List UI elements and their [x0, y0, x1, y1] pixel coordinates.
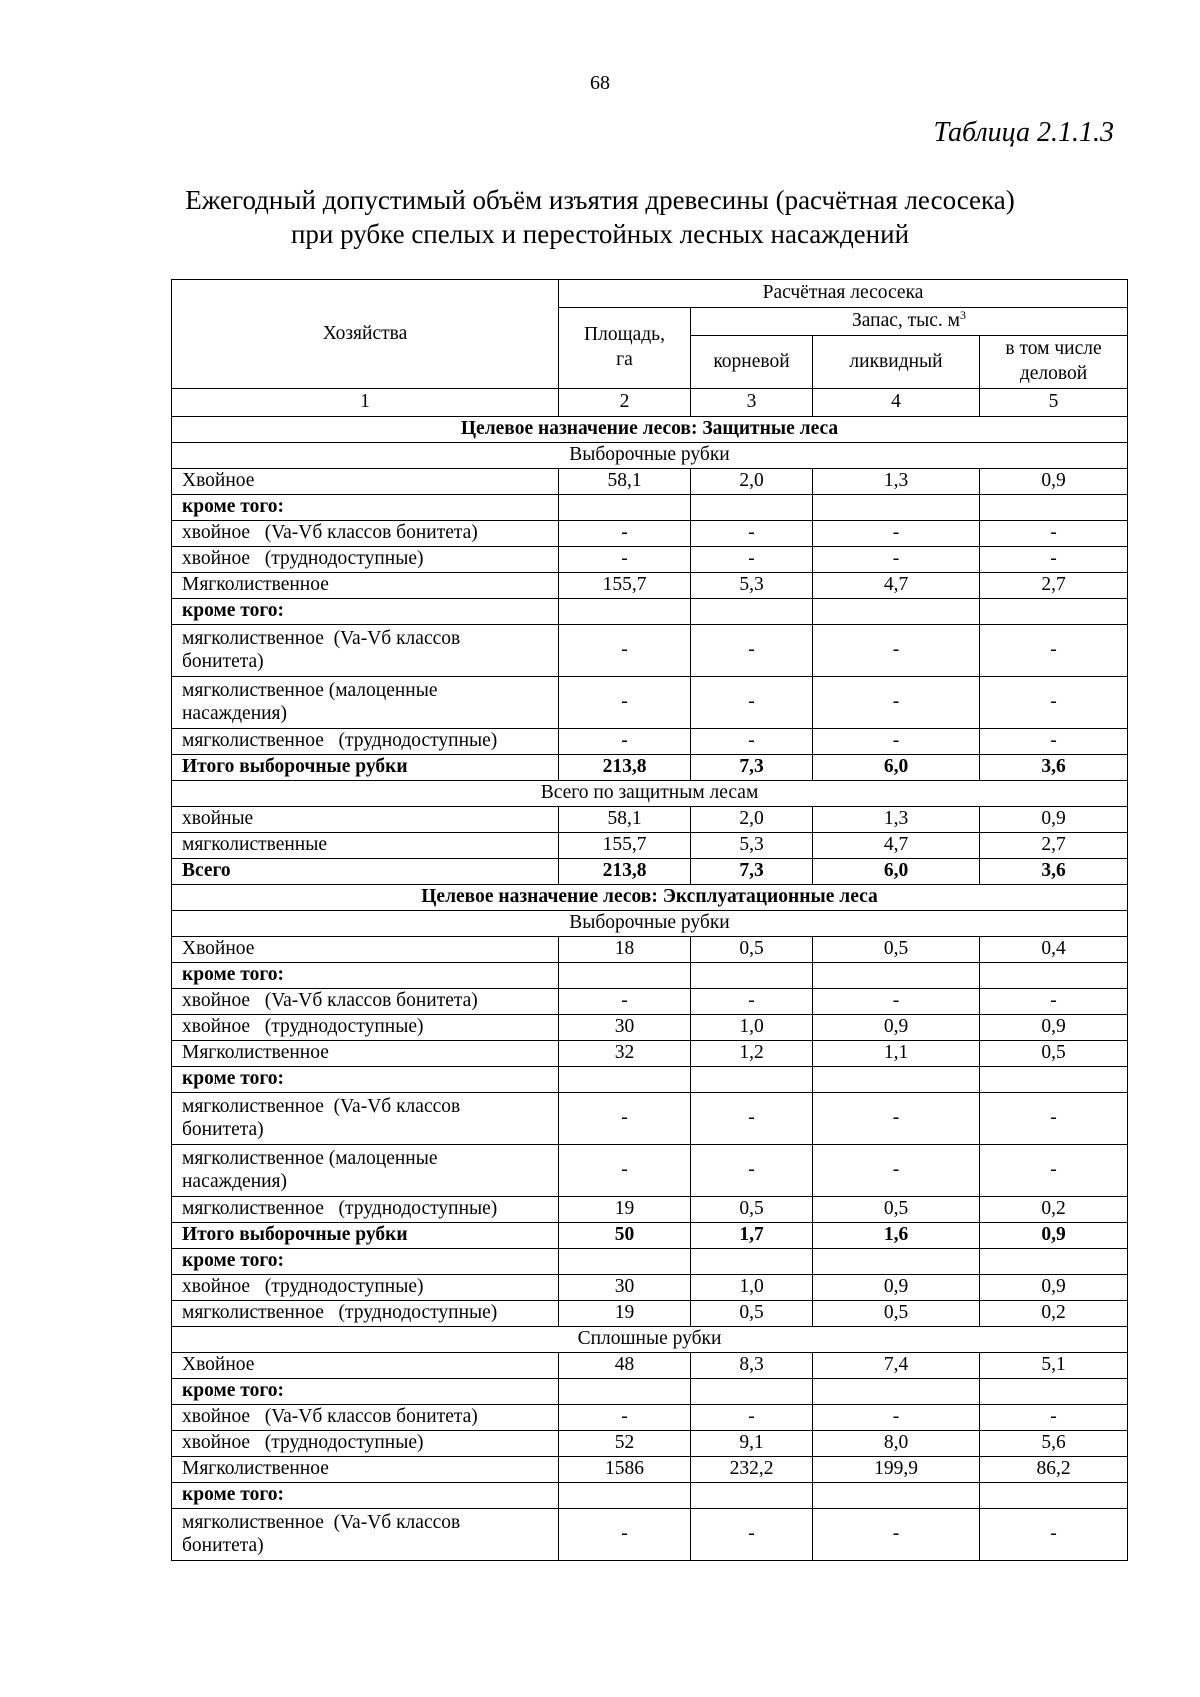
row-value: 199,9: [813, 1457, 980, 1483]
header-root: корневой: [691, 336, 813, 389]
row-value: 0,9: [980, 1015, 1128, 1041]
header-stock: [691, 308, 1128, 336]
page-number: 68: [590, 72, 610, 94]
row-value: [559, 1379, 691, 1405]
row-value: -: [559, 625, 691, 677]
row-value: [559, 1249, 691, 1275]
row-value: 52: [559, 1431, 691, 1457]
table-row: [172, 677, 1128, 729]
row-value: [559, 495, 691, 521]
row-value: 1,7: [691, 1223, 813, 1249]
row-value: 0,5: [691, 937, 813, 963]
row-name: хвойные: [172, 807, 559, 833]
row-value: 32: [559, 1041, 691, 1067]
row-value: 6,0: [813, 755, 980, 781]
row-value: 0,9: [980, 1223, 1128, 1249]
row-value: [813, 1483, 980, 1509]
row-value: -: [813, 677, 980, 729]
table-row: [172, 1249, 1128, 1275]
table-row: [172, 1327, 1128, 1353]
row-value: 0,5: [691, 1301, 813, 1327]
row-value: [813, 1067, 980, 1093]
row-value: -: [691, 677, 813, 729]
row-value: 6,0: [813, 859, 980, 885]
row-value: [691, 1483, 813, 1509]
row-value: -: [813, 1093, 980, 1145]
row-value: 0,5: [691, 1197, 813, 1223]
row-name-line: насаждения): [182, 702, 288, 724]
row-value: -: [980, 547, 1128, 573]
row-value: -: [980, 1405, 1128, 1431]
table-row: [172, 1509, 1128, 1561]
table-row: [172, 1041, 1128, 1067]
row-value: 1,6: [813, 1223, 980, 1249]
table-row: [172, 469, 1128, 495]
row-value: [813, 963, 980, 989]
row-value: [559, 963, 691, 989]
section-heading: Целевое назначение лесов: Эксплуатационные леса: [172, 885, 1128, 911]
row-name: Всего: [172, 859, 559, 885]
table-row: [172, 599, 1128, 625]
table-row: [172, 1405, 1128, 1431]
row-name: [172, 1093, 559, 1145]
row-value: 8,0: [813, 1431, 980, 1457]
row-value: 2,0: [691, 469, 813, 495]
row-value: [691, 1067, 813, 1093]
row-value: [559, 599, 691, 625]
row-name: Хвойное: [172, 1353, 559, 1379]
row-value: -: [559, 729, 691, 755]
subsection-heading: Всего по защитным лесам: [172, 781, 1128, 807]
row-value: -: [813, 989, 980, 1015]
header-cutting-area: Расчётная лесосека: [559, 280, 1128, 308]
subsection-heading: Выборочные рубки: [172, 443, 1128, 469]
row-value: -: [559, 521, 691, 547]
table-row: [172, 495, 1128, 521]
row-name: [172, 1509, 559, 1561]
row-value: 2,0: [691, 807, 813, 833]
row-name-line: бонитета): [182, 1118, 264, 1140]
row-label: кроме того:: [172, 599, 559, 625]
row-value: [980, 1483, 1128, 1509]
row-value: -: [813, 521, 980, 547]
row-value: 0,5: [813, 1301, 980, 1327]
row-name: хвойное (Va-Vб классов бонитета): [172, 1405, 559, 1431]
row-value: 19: [559, 1301, 691, 1327]
row-value: [980, 963, 1128, 989]
header-stock-sup: 3: [960, 308, 967, 322]
row-name: хвойное (труднодоступные): [172, 547, 559, 573]
row-value: 50: [559, 1223, 691, 1249]
row-value: 0,9: [980, 469, 1128, 495]
row-name-line: мягколиственное (Va-Vб классов: [182, 627, 461, 649]
row-name: хвойное (труднодоступные): [172, 1015, 559, 1041]
table-row: [172, 859, 1128, 885]
row-value: 0,5: [813, 937, 980, 963]
table-row: [172, 937, 1128, 963]
row-value: -: [559, 547, 691, 573]
row-value: 0,9: [980, 807, 1128, 833]
row-value: 0,4: [980, 937, 1128, 963]
row-value: -: [813, 1405, 980, 1431]
subsection-heading: Сплошные рубки: [172, 1327, 1128, 1353]
row-value: 7,4: [813, 1353, 980, 1379]
col-number: 2: [559, 389, 691, 417]
row-value: [559, 1483, 691, 1509]
row-value: 1,2: [691, 1041, 813, 1067]
row-value: -: [691, 1145, 813, 1197]
row-name: мягколиственное (труднодоступные): [172, 729, 559, 755]
row-value: 7,3: [691, 755, 813, 781]
row-value: [980, 1067, 1128, 1093]
row-name: Хвойное: [172, 937, 559, 963]
row-name: хвойное (труднодоступные): [172, 1275, 559, 1301]
col-number: 4: [813, 389, 980, 417]
title-line: при рубке спелых и перестойных лесных насаждений: [290, 219, 910, 249]
row-value: [691, 1379, 813, 1405]
row-label: кроме того:: [172, 1067, 559, 1093]
row-value: -: [559, 1145, 691, 1197]
row-label: кроме того:: [172, 1249, 559, 1275]
row-value: 0,9: [813, 1015, 980, 1041]
row-value: 0,9: [813, 1275, 980, 1301]
row-value: [980, 1379, 1128, 1405]
header-including: [980, 336, 1128, 389]
row-value: 1,0: [691, 1275, 813, 1301]
table-row: [172, 833, 1128, 859]
header-including-line2: деловой: [1019, 363, 1088, 384]
table-row: [172, 1223, 1128, 1249]
row-value: -: [691, 547, 813, 573]
header-farms: Хозяйства: [172, 280, 559, 389]
col-number: 3: [691, 389, 813, 417]
row-name: Хвойное: [172, 469, 559, 495]
row-name: [172, 677, 559, 729]
row-name-line: мягколиственное (малоценные: [182, 679, 438, 701]
row-value: 232,2: [691, 1457, 813, 1483]
row-value: 9,1: [691, 1431, 813, 1457]
row-value: [691, 1249, 813, 1275]
row-value: [813, 495, 980, 521]
row-name-line: бонитета): [182, 650, 264, 672]
row-value: -: [691, 989, 813, 1015]
row-value: 1586: [559, 1457, 691, 1483]
table-row: [172, 521, 1128, 547]
row-value: -: [813, 625, 980, 677]
row-name: Итого выборочные рубки: [172, 1223, 559, 1249]
row-name: хвойное (Va-Vб классов бонитета): [172, 989, 559, 1015]
row-value: -: [691, 1405, 813, 1431]
row-value: -: [813, 1509, 980, 1561]
row-value: 58,1: [559, 469, 691, 495]
table-row: [172, 547, 1128, 573]
table-row: [172, 625, 1128, 677]
row-value: -: [559, 677, 691, 729]
row-value: 5,6: [980, 1431, 1128, 1457]
row-name-line: бонитета): [182, 1534, 264, 1556]
col-number: 5: [980, 389, 1128, 417]
row-name: [172, 1145, 559, 1197]
table-row: [172, 1301, 1128, 1327]
row-name-line: мягколиственное (малоценные: [182, 1147, 438, 1169]
table-row: [172, 729, 1128, 755]
row-value: -: [980, 521, 1128, 547]
table-row: [172, 1275, 1128, 1301]
table-row: [172, 1093, 1128, 1145]
row-value: -: [691, 1093, 813, 1145]
table-row: [172, 1379, 1128, 1405]
row-value: -: [691, 625, 813, 677]
row-name-line: насаждения): [182, 1170, 288, 1192]
table-row: [172, 911, 1128, 937]
row-value: 48: [559, 1353, 691, 1379]
row-value: 213,8: [559, 859, 691, 885]
row-value: -: [813, 729, 980, 755]
row-value: 1,3: [813, 469, 980, 495]
row-name: мягколиственные: [172, 833, 559, 859]
row-value: 0,9: [980, 1275, 1128, 1301]
row-name: мягколиственное (труднодоступные): [172, 1197, 559, 1223]
table-row: [172, 1145, 1128, 1197]
row-value: 0,2: [980, 1197, 1128, 1223]
row-value: 30: [559, 1015, 691, 1041]
row-value: 2,7: [980, 833, 1128, 859]
table-row: [172, 989, 1128, 1015]
row-name: Итого выборочные рубки: [172, 755, 559, 781]
row-value: 2,7: [980, 573, 1128, 599]
row-value: 0,5: [980, 1041, 1128, 1067]
row-value: 0,2: [980, 1301, 1128, 1327]
section-heading: Целевое назначение лесов: Защитные леса: [172, 417, 1128, 443]
row-label: кроме того:: [172, 1379, 559, 1405]
row-value: 3,6: [980, 755, 1128, 781]
row-name-line: мягколиственное (Va-Vб классов: [182, 1511, 461, 1533]
table-header: [172, 280, 1128, 417]
row-value: -: [980, 989, 1128, 1015]
table-row: [172, 1457, 1128, 1483]
row-value: 1,1: [813, 1041, 980, 1067]
table-label: Таблица 2.1.1.3: [933, 117, 1114, 148]
table-body: [172, 417, 1128, 1561]
header-including-line1: в том числе: [1005, 338, 1102, 359]
row-value: -: [691, 1509, 813, 1561]
row-value: 3,6: [980, 859, 1128, 885]
row-value: 8,3: [691, 1353, 813, 1379]
cutting-area-table: [171, 279, 1128, 1561]
row-label: кроме того:: [172, 495, 559, 521]
row-value: 4,7: [813, 573, 980, 599]
header-liquid: ликвидный: [813, 336, 980, 389]
row-value: -: [691, 521, 813, 547]
row-value: 4,7: [813, 833, 980, 859]
row-name: Мягколиственное: [172, 573, 559, 599]
row-value: -: [559, 1509, 691, 1561]
row-value: 19: [559, 1197, 691, 1223]
table-row: [172, 885, 1128, 911]
row-value: [980, 1249, 1128, 1275]
document-title: [0, 183, 1200, 251]
table-row: [172, 1015, 1128, 1041]
header-stock-label: Запас, тыс. м: [851, 310, 961, 331]
table-row: [172, 1483, 1128, 1509]
row-value: 7,3: [691, 859, 813, 885]
row-value: [813, 1379, 980, 1405]
row-value: [691, 599, 813, 625]
row-name: хвойное (Va-Vб классов бонитета): [172, 521, 559, 547]
table-row: [172, 443, 1128, 469]
row-value: 86,2: [980, 1457, 1128, 1483]
row-value: [559, 1067, 691, 1093]
row-name: мягколиственное (труднодоступные): [172, 1301, 559, 1327]
row-value: [980, 599, 1128, 625]
row-value: -: [691, 729, 813, 755]
table-row: [172, 755, 1128, 781]
row-value: [980, 495, 1128, 521]
header-area-unit: га: [616, 349, 633, 370]
row-value: 58,1: [559, 807, 691, 833]
row-name: Мягколиственное: [172, 1041, 559, 1067]
row-value: [691, 495, 813, 521]
row-value: -: [559, 989, 691, 1015]
table-row: [172, 781, 1128, 807]
row-value: 155,7: [559, 833, 691, 859]
col-number: 1: [172, 389, 559, 417]
header-area-label: Площадь,: [584, 324, 665, 345]
row-name: хвойное (труднодоступные): [172, 1431, 559, 1457]
row-value: 1,0: [691, 1015, 813, 1041]
row-value: 155,7: [559, 573, 691, 599]
row-label: кроме того:: [172, 1483, 559, 1509]
row-value: [813, 599, 980, 625]
row-value: -: [980, 625, 1128, 677]
title-line: Ежегодный допустимый объём изъятия древесины (расчётная лесосека): [185, 185, 1015, 215]
row-value: -: [980, 1145, 1128, 1197]
subsection-heading: Выборочные рубки: [172, 911, 1128, 937]
row-value: [691, 963, 813, 989]
row-value: -: [559, 1405, 691, 1431]
row-value: 30: [559, 1275, 691, 1301]
row-value: -: [559, 1093, 691, 1145]
table-row: [172, 1431, 1128, 1457]
row-value: -: [813, 1145, 980, 1197]
table-row: [172, 1353, 1128, 1379]
row-value: 213,8: [559, 755, 691, 781]
row-value: 1,3: [813, 807, 980, 833]
table-row: [172, 417, 1128, 443]
table-row: [172, 963, 1128, 989]
table-row: [172, 573, 1128, 599]
table-row: [172, 1067, 1128, 1093]
row-value: 0,5: [813, 1197, 980, 1223]
row-value: 5,3: [691, 833, 813, 859]
row-value: -: [980, 1093, 1128, 1145]
table-row: [172, 1197, 1128, 1223]
row-value: -: [980, 729, 1128, 755]
header-area: [559, 308, 691, 389]
row-value: 18: [559, 937, 691, 963]
row-value: -: [813, 547, 980, 573]
table-row: [172, 807, 1128, 833]
row-label: кроме того:: [172, 963, 559, 989]
row-value: 5,3: [691, 573, 813, 599]
row-name: [172, 625, 559, 677]
row-value: 5,1: [980, 1353, 1128, 1379]
row-name-line: мягколиственное (Va-Vб классов: [182, 1095, 461, 1117]
row-name: Мягколиственное: [172, 1457, 559, 1483]
row-value: -: [980, 677, 1128, 729]
row-value: -: [980, 1509, 1128, 1561]
row-value: [813, 1249, 980, 1275]
